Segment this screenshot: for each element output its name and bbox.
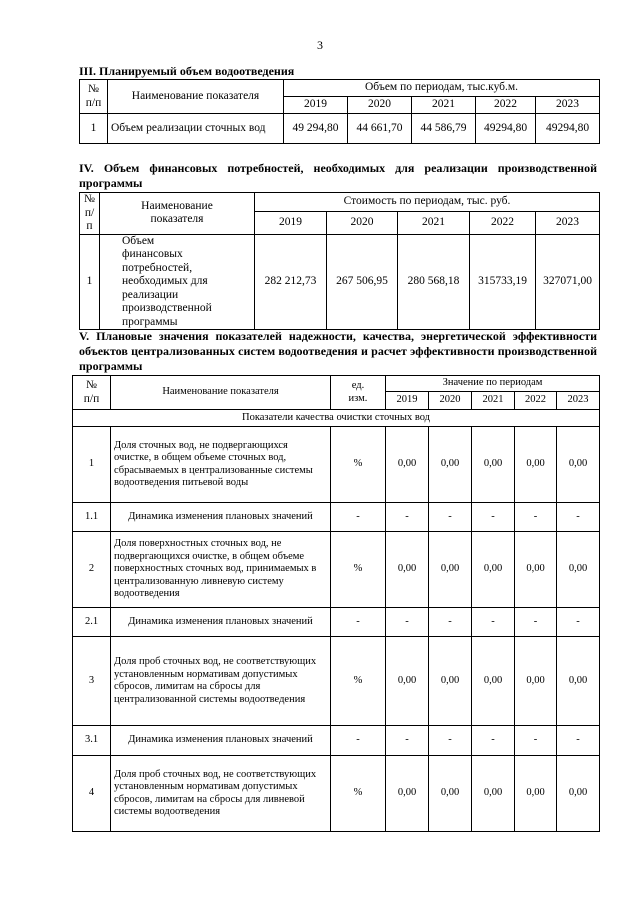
row-no: 2.1 (73, 608, 111, 637)
row-value: - (472, 503, 515, 532)
row-unit: % (331, 756, 386, 832)
row-no: 2 (73, 532, 111, 608)
row-value: 0,00 (472, 637, 515, 726)
row-unit: % (331, 427, 386, 503)
row-value: 0,00 (515, 427, 557, 503)
year-header: 2022 (470, 212, 536, 234)
row-value: 0,00 (557, 637, 600, 726)
row-value: - (515, 608, 557, 637)
row-value: - (386, 726, 429, 756)
row-name: Доля сточных вод, не подвергающихся очистке, в общем объеме сточных вод, сбрасываемых в централизованные системы водоотведения питьевой воды (111, 427, 331, 503)
row-value: - (429, 726, 472, 756)
year-header: 2021 (398, 212, 470, 234)
col-period-header: Стоимость по периодам, тыс. руб. (255, 193, 600, 212)
row-unit: - (331, 608, 386, 637)
row-value: - (515, 503, 557, 532)
row-value: - (557, 503, 600, 532)
year-header: 2021 (472, 392, 515, 410)
page-number: 3 (317, 38, 323, 52)
row-value: - (386, 503, 429, 532)
row-value: 0,00 (557, 427, 600, 503)
row-value: 0,00 (386, 427, 429, 503)
col-name-header: Наименование показателя (100, 193, 255, 235)
table-row (80, 234, 600, 330)
row-value: 44 661,70 (348, 114, 412, 144)
row-value: 0,00 (472, 532, 515, 608)
col-name-header: Наименование показателя (108, 80, 284, 114)
year-header: 2023 (536, 212, 600, 234)
row-value: 49294,80 (476, 114, 536, 144)
row-value: 44 586,79 (412, 114, 476, 144)
row-value: 0,00 (386, 756, 429, 832)
row-no: 4 (73, 756, 111, 832)
year-header: 2019 (255, 212, 327, 234)
row-no: 1 (73, 427, 111, 503)
row-value: 0,00 (515, 756, 557, 832)
row-value: 0,00 (557, 756, 600, 832)
col-unit-header: ед. изм. (331, 376, 386, 410)
row-value: 49294,80 (536, 114, 600, 144)
year-header: 2022 (476, 97, 536, 114)
table-row (73, 532, 600, 608)
year-header: 2019 (284, 97, 348, 114)
row-no: 3.1 (73, 726, 111, 756)
row-value: 0,00 (429, 427, 472, 503)
table-row (73, 427, 600, 503)
row-value: 0,00 (515, 532, 557, 608)
row-value: - (557, 726, 600, 756)
row-value: 327071,00 (536, 234, 600, 330)
year-header: 2021 (412, 97, 476, 114)
row-value: 267 506,95 (327, 234, 398, 330)
row-value: - (429, 608, 472, 637)
row-value: 0,00 (472, 427, 515, 503)
row-value: 0,00 (557, 532, 600, 608)
row-unit: % (331, 532, 386, 608)
row-value: - (472, 608, 515, 637)
row-name: Доля проб сточных вод, не соответствующих установленным нормативам допустимых сбросов, лимитам на сбросы для централизованной системы водоотведения (111, 637, 331, 726)
table-row (73, 637, 600, 726)
row-value: 0,00 (386, 637, 429, 726)
col-no-header: № п/п (80, 193, 100, 235)
row-value: 0,00 (429, 532, 472, 608)
table-row (73, 756, 600, 832)
group-label: Показатели качества очистки сточных вод (73, 410, 600, 427)
row-value: 0,00 (429, 756, 472, 832)
row-no: 3 (73, 637, 111, 726)
row-value: 49 294,80 (284, 114, 348, 144)
row-name: Динамика изменения плановых значений (111, 503, 331, 532)
row-no: 1 (80, 234, 100, 330)
table-row (73, 608, 600, 637)
row-unit: % (331, 637, 386, 726)
row-value: - (515, 726, 557, 756)
row-name: Объем финансовых потребностей, необходимых для реализации производственной программы (100, 234, 255, 330)
year-header: 2020 (429, 392, 472, 410)
row-value: 0,00 (472, 756, 515, 832)
table-row (80, 114, 600, 144)
table-row (73, 726, 600, 756)
year-header: 2022 (515, 392, 557, 410)
row-value: - (386, 608, 429, 637)
row-value: - (429, 503, 472, 532)
col-no-header: № п/п (73, 376, 111, 410)
row-value: 0,00 (386, 532, 429, 608)
section-4-title: IV. Объем финансовых потребностей, необходимых для реализации производственной программы (79, 161, 597, 190)
row-value: 0,00 (515, 637, 557, 726)
year-header: 2019 (386, 392, 429, 410)
year-header: 2023 (536, 97, 600, 114)
col-no-header: № п/п (80, 80, 108, 114)
year-header: 2020 (327, 212, 398, 234)
col-name-header: Наименование показателя (111, 376, 331, 410)
section-5-table (72, 375, 600, 832)
row-name: Динамика изменения плановых значений (111, 726, 331, 756)
section-3-title: III. Планируемый объем водоотведения (79, 64, 295, 78)
row-value: 0,00 (429, 637, 472, 726)
year-header: 2020 (348, 97, 412, 114)
section-5-title: V. Плановые значения показателей надежности, качества, энергетической эффективности объектов централизованных систем водоотведения и расчет эффективности производственной программы (79, 329, 597, 373)
section-4-table (79, 192, 600, 330)
row-value: - (557, 608, 600, 637)
table-row (73, 503, 600, 532)
row-value: 280 568,18 (398, 234, 470, 330)
row-value: 282 212,73 (255, 234, 327, 330)
row-unit: - (331, 503, 386, 532)
row-name: Доля поверхностных сточных вод, не подвергающихся очистке, в общем объеме поверхностных сточных вод, принимаемых в централизованную ливневую систему водоотведения (111, 532, 331, 608)
section-3-table (79, 79, 600, 144)
col-period-header: Значение по периодам (386, 376, 600, 392)
row-name: Доля проб сточных вод, не соответствующих установленным нормативам допустимых сбросов, лимитам на сбросы для ливневой системы водоотведения (111, 756, 331, 832)
col-period-header: Объем по периодам, тыс.куб.м. (284, 80, 600, 97)
row-no: 1 (80, 114, 108, 144)
row-no: 1.1 (73, 503, 111, 532)
row-name: Динамика изменения плановых значений (111, 608, 331, 637)
row-name: Объем реализации сточных вод (108, 114, 284, 144)
year-header: 2023 (557, 392, 600, 410)
row-value: 315733,19 (470, 234, 536, 330)
row-unit: - (331, 726, 386, 756)
row-value: - (472, 726, 515, 756)
